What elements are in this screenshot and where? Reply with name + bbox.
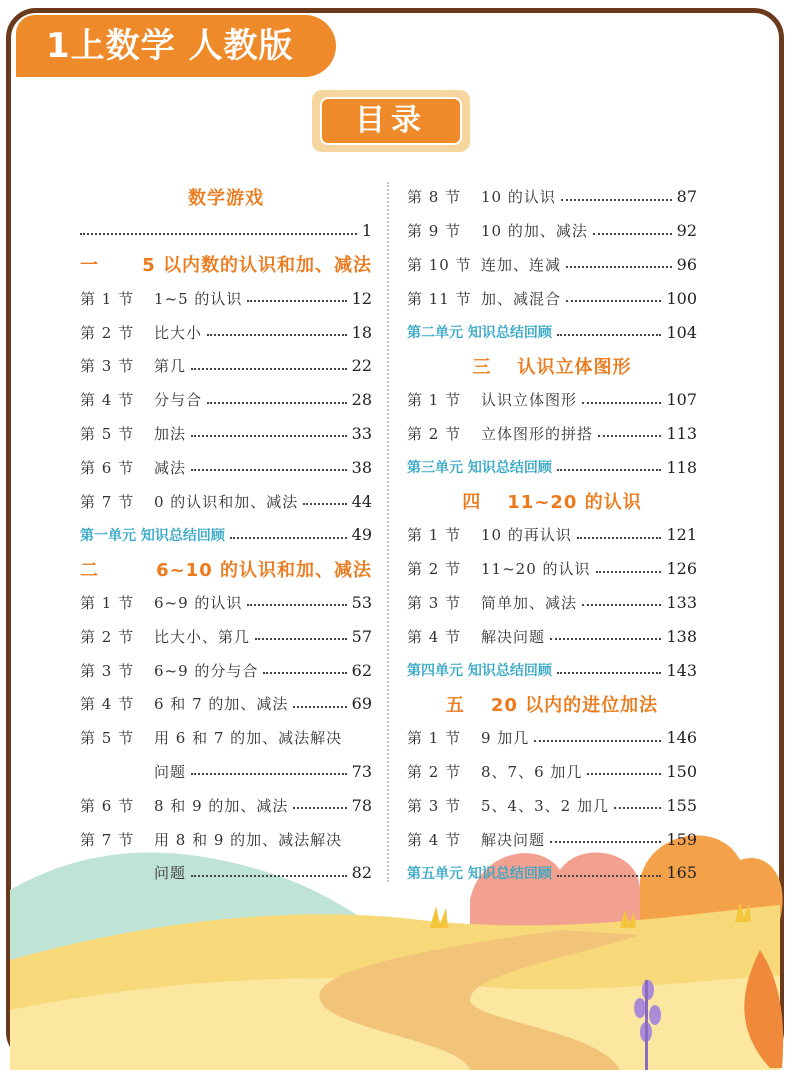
toc-entry[interactable]: 第 8 节 10 的认识 87 <box>407 187 697 207</box>
toc-entry[interactable]: 第 1 节 1~5 的认识 12 <box>80 288 372 308</box>
unit-heading-intro: 数学游戏 <box>188 187 264 209</box>
toc-entry[interactable]: 第 1 节 认识立体图形 107 <box>407 390 697 410</box>
toc-entry[interactable]: 第 2 节 立体图形的拼搭 113 <box>407 423 697 443</box>
toc-entry[interactable]: 第 5 节 加法 33 <box>80 423 372 443</box>
toc-entry[interactable]: 第 2 节 11~20 的认识 126 <box>407 559 697 579</box>
unit-heading-4: 四 11~20 的认识 <box>462 492 642 514</box>
toc-entry[interactable]: 第 6 节 8 和 9 的加、减法 78 <box>80 795 372 815</box>
toc-entry[interactable]: 第 1 节 9 加几 146 <box>407 728 697 748</box>
toc-entry[interactable]: 第 11 节 加、减混合 100 <box>407 288 697 308</box>
toc-entry[interactable]: 第 4 节 解决问题 159 <box>407 829 697 849</box>
toc-entry[interactable]: 第 3 节 简单加、减法 133 <box>407 592 697 612</box>
toc-entry[interactable]: 第 5 节 用 6 和 7 的加、减法解决 <box>80 729 343 748</box>
unit-review-entry[interactable]: 第五单元 知识总结回顾 165 <box>407 863 697 883</box>
unit-review-entry[interactable]: 第三单元 知识总结回顾 118 <box>407 457 697 477</box>
toc-left-column <box>80 180 372 890</box>
column-divider <box>387 182 389 882</box>
toc-entry[interactable]: 第 1 节 10 的再认识 121 <box>407 525 697 545</box>
toc-entry[interactable]: 1 <box>80 214 372 248</box>
toc-entry[interactable]: 第 7 节 用 8 和 9 的加、减法解决 <box>80 830 343 849</box>
unit-review-entry[interactable]: 第一单元 知识总结回顾 49 <box>80 525 372 545</box>
toc-entry[interactable]: 第 2 节 比大小 18 <box>80 322 372 342</box>
toc-entry[interactable]: 第 3 节 5、4、3、2 加几 155 <box>407 795 697 815</box>
toc-entry-continued[interactable]: 问题 82 <box>154 863 372 883</box>
toc-entry[interactable]: 第 3 节 第几 22 <box>80 356 372 376</box>
toc-entry[interactable]: 第 4 节 解决问题 138 <box>407 626 697 646</box>
toc-entry-continued[interactable]: 问题 73 <box>154 761 372 781</box>
unit-heading-1: 一 5 以内数的认识和加、减法 <box>80 255 372 277</box>
toc-entry[interactable]: 第 10 节 连加、连减 96 <box>407 254 697 274</box>
toc-entry[interactable]: 第 2 节 比大小、第几 57 <box>80 626 372 646</box>
unit-heading-3: 三 认识立体图形 <box>472 356 632 378</box>
toc-entry[interactable]: 第 3 节 6~9 的分与合 62 <box>80 660 372 680</box>
toc-entry[interactable]: 第 7 节 0 的认识和加、减法 44 <box>80 491 372 511</box>
unit-heading-5: 五 20 以内的进位加法 <box>445 694 659 716</box>
toc-right-column <box>407 180 697 890</box>
unit-review-entry[interactable]: 第四单元 知识总结回顾 143 <box>407 660 697 680</box>
toc-entry[interactable]: 第 1 节 6~9 的认识 53 <box>80 592 372 612</box>
unit-review-entry[interactable]: 第二单元 知识总结回顾 104 <box>407 322 697 342</box>
toc-entry[interactable]: 第 4 节 分与合 28 <box>80 390 372 410</box>
book-tag: 1上数学 人教版 <box>16 15 336 77</box>
unit-heading-2: 二 6~10 的认识和加、减法 <box>80 559 372 581</box>
toc-entry[interactable]: 第 9 节 10 的加、减法 92 <box>407 221 697 241</box>
toc-entry[interactable]: 第 6 节 减法 38 <box>80 457 372 477</box>
toc-title: 目录 <box>320 97 462 145</box>
toc-title-badge <box>312 90 470 152</box>
toc-entry[interactable]: 第 2 节 8、7、6 加几 150 <box>407 761 697 781</box>
toc-entry[interactable]: 第 4 节 6 和 7 的加、减法 69 <box>80 694 372 714</box>
